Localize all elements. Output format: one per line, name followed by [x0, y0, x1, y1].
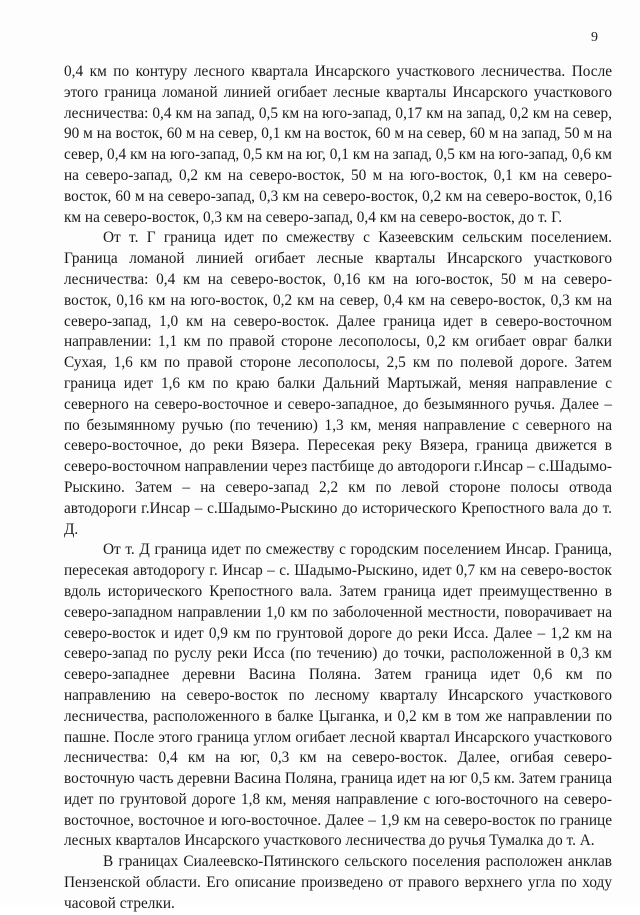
paragraph-point-g: От т. Г граница идет по смежеству с Казеевским сельским поселением. Граница ломаной линией огибает лесные кварталы Инсарского участкового лесничества: 0,4 км на северо-восток, 0,16 км на юго-восток, 50 м на северо-восток, 0,16 км на юго-восток, 0,2 км на север, 0,4 км на северо-восток, 0,3 км на северо-запад, 1,0 км на северо-восток. Далее граница идет в северо-восточном направлении: 1,1 км по правой стороне лесополосы, 0,2 км огибает овраг балки Сухая, 1,6 км по правой стороне лесополосы, 2,5 км по полевой дороге. Затем граница идет 1,6 км по краю балки Дальний Мартыжай, меняя направление с северного на северо-восточное и северо-западное, до безымянного ручья. Далее – по безымянному ручью (по течению) 1,3 км, меняя направление с северного на северо-восточное, до реки Вязера. Пересекая реку Вязера, граница движется в северо-восточном направлении через пастбище до автодороги г.Инсар – с.Шадымо-Рыскино. Затем – на северо-запад 2,2 км по левой стороне полосы отвода автодороги г.Инсар – с.Шадымо-Рыскино до исторического Крепостного вала до т. Д.: [64, 229, 612, 538]
document-body: [64, 62, 612, 915]
paragraph-point-d: От т. Д граница идет по смежеству с городским поселением Инсар. Граница, пересекая автодорогу г. Инсар – с. Шадымо-Рыскино, идет 0,7 км на северо-восток вдоль исторического Крепостного вала. Затем граница идет преимущественно в северо-западном направлении 1,0 км по заболоченной местности, поворачивает на северо-восток и идет 0,9 км по грунтовой дороге до реки Исса. Далее – 1,2 км на северо-запад по руслу реки Исса (по течению) до точки, расположенной в 0,3 км северо-западнее деревни Васина Поляна. Затем граница идет 0,6 км по направлению на северо-восток по лесному кварталу Инсарского участкового лесничества, расположенного в балке Цыганка, и 0,2 км в том же направлении по пашне. После этого граница углом огибает лесной квартал Инсарского участкового лесничества: 0,4 км на юг, 0,3 км на северо-восток. Далее, огибая северо-восточную часть деревни Васина Поляна, граница идет на юг 0,5 км. Затем граница идет по грунтовой дороге 1,8 км, меняя направление с юго-восточного на северо-восточное, восточное и юго-восточное. Далее – 1,9 км на северо-восток по границе лесных кварталов Инсарского участкового лесничества до ручья Тумалка до т. А.: [64, 541, 612, 850]
paragraph-enclave: В границах Сиалеевско-Пятинского сельского поселения расположен анклав Пензенской области. Его описание произведено от правого верхнего угла по ходу часовой стрелки.: [64, 853, 612, 912]
page-number: 9: [591, 30, 598, 45]
paragraph-continuation: 0,4 км по контуру лесного квартала Инсарского участкового лесничества. После этого граница ломаной линией огибает лесные кварталы Инсарского участкового лесничества: 0,4 км на запад, 0,5 км на юго-запад, 0,17 км на запад, 0,2 км на север, 90 м на восток, 60 м на север, 0,1 км на восток, 60 м на север, 60 м на запад, 50 м на север, 0,4 км на юго-запад, 0,5 км на юг, 0,1 км на запад, 0,5 км на юго-запад, 0,6 км на северо-запад, 0,2 км на северо-восток, 50 м на юго-восток, 0,1 км на северо-восток, 60 м на северо-запад, 0,3 км на северо-восток, 0,2 км на северо-восток, 0,16 км на северо-восток, 0,3 км на северо-запад, 0,4 км на северо-восток, до т. Г.: [64, 63, 612, 226]
